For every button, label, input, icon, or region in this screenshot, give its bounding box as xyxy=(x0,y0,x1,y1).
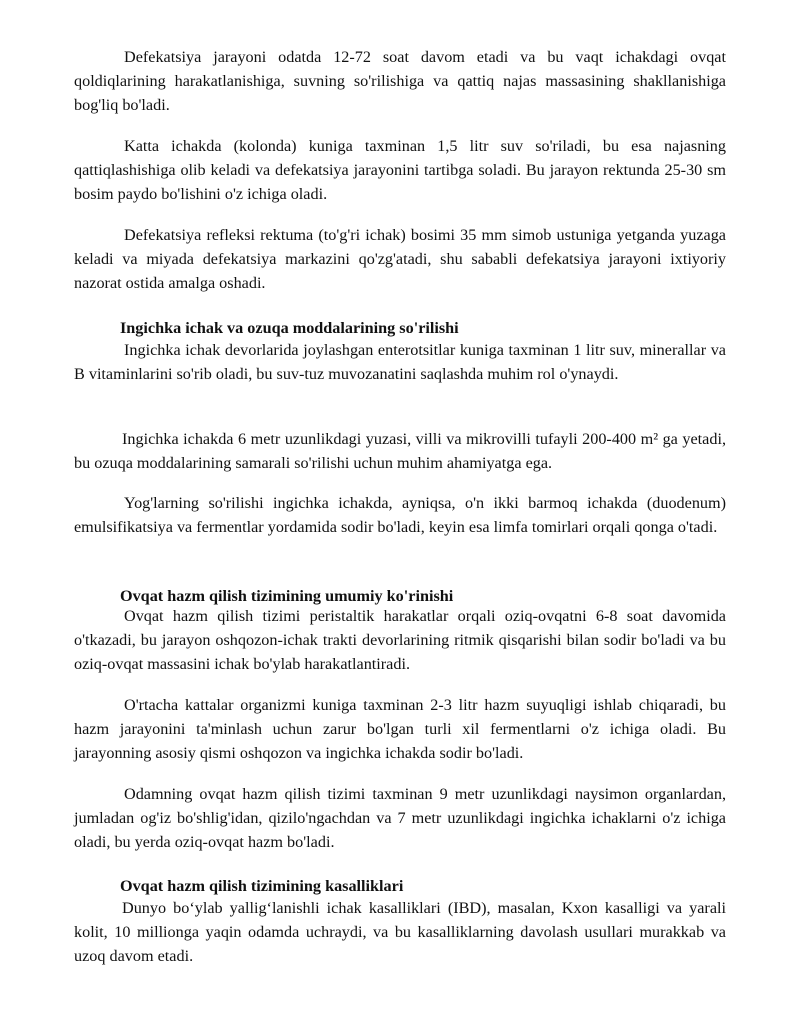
paragraph-enterocytes: Ingichka ichak devorlarida joylashgan enterotsitlar kuniga taxminan 1 litr suv, minerallar va B vitaminlarini so'rib oladi, bu suv-tuz muvozanatini saqlashda muhim rol o'ynaydi. xyxy=(74,341,726,383)
section-heading-small-intestine: Ingichka ichak va ozuqa moddalarining so'rilishi xyxy=(120,319,459,337)
paragraph-peristalsis: Ovqat hazm qilish tizimi peristaltik harakatlar orqali oziq-ovqatni 6-8 soat davomida o'tkazadi, bu jarayon oshqozon-ichak trakti devorlarining ritmik qisqarishi bilan sodir bo'ladi va bu oziq-ovqat massasini ichak bo'ylab harakatlantiradi. xyxy=(74,607,726,673)
paragraph-digestive-length: Odamning ovqat hazm qilish tizimi taxminan 9 metr uzunlikdagi naysimon organlardan, jumladan og'iz bo'shlig'idan, qizilo'ngachdan va 7 metr uzunlikdagi ingichka ichaklarni o'z ichiga oladi, bu yerda oziq-ovqat hazm bo'ladi. xyxy=(74,785,726,851)
paragraph-colon-water-absorption: Katta ichakda (kolonda) kuniga taxminan 1,5 litr suv so'riladi, bu esa najasning qattiqlashishiga olib keladi va defekatsiya jarayonini tartibga soladi. Bu jarayon rektunda 25-30 sm bosim paydo bo'lishini o'z ichiga oladi. xyxy=(74,137,726,203)
paragraph-ibd: Dunyo bo‘ylab yallig‘lanishli ichak kasalliklari (IBD), masalan, Kxon kasalligi va yarali kolit, 10 millionga yaqin odamda uchraydi, va bu kasalliklarning davolash usullari murakkab va uzoq davom etadi. xyxy=(74,899,726,965)
paragraph-defecation-duration: Defekatsiya jarayoni odatda 12-72 soat davom etadi va bu vaqt ichakdagi ovqat qoldiqlarining harakatlanishiga, suvning so'rilishiga va qattiq najas massasining shakllanishiga bog'liq bo'ladi. xyxy=(74,48,726,114)
paragraph-digestive-fluid: O'rtacha kattalar organizmi kuniga taxminan 2-3 litr hazm suyuqligi ishlab chiqaradi, bu hazm jarayonini ta'minlash uchun zarur bo'lgan turli xil fermentlarni o'z ichiga oladi. Bu jarayonning asosiy qismi oshqozon va ingichka ichakda sodir bo'ladi. xyxy=(74,696,726,762)
paragraph-intestine-surface: Ingichka ichakda 6 metr uzunlikdagi yuzasi, villi va mikrovilli tufayli 200-400 m² ga yetadi, bu ozuqa moddalarining samarali so'rilishi uchun muhim ahamiyatga ega. xyxy=(74,430,726,472)
section-heading-digestive-diseases: Ovqat hazm qilish tizimining kasalliklari xyxy=(120,877,404,895)
section-heading-digestive-overview: Ovqat hazm qilish tizimining umumiy ko'rinishi xyxy=(120,587,454,605)
paragraph-fat-absorption: Yog'larning so'rilishi ingichka ichakda, ayniqsa, o'n ikki barmoq ichakda (duodenum) emulsifikatsiya va fermentlar yordamida sodir bo'ladi, keyin esa limfa tomirlari orqali qonga o'tadi. xyxy=(74,494,726,536)
paragraph-defecation-reflex: Defekatsiya refleksi rektuma (to'g'ri ichak) bosimi 35 mm simob ustuniga yetganda yuzaga keladi va miyada defekatsiya markazini qo'zg'atadi, shu sababli defekatsiya jarayoni ixtiyoriy nazorat ostida amalga oshadi. xyxy=(74,226,726,292)
